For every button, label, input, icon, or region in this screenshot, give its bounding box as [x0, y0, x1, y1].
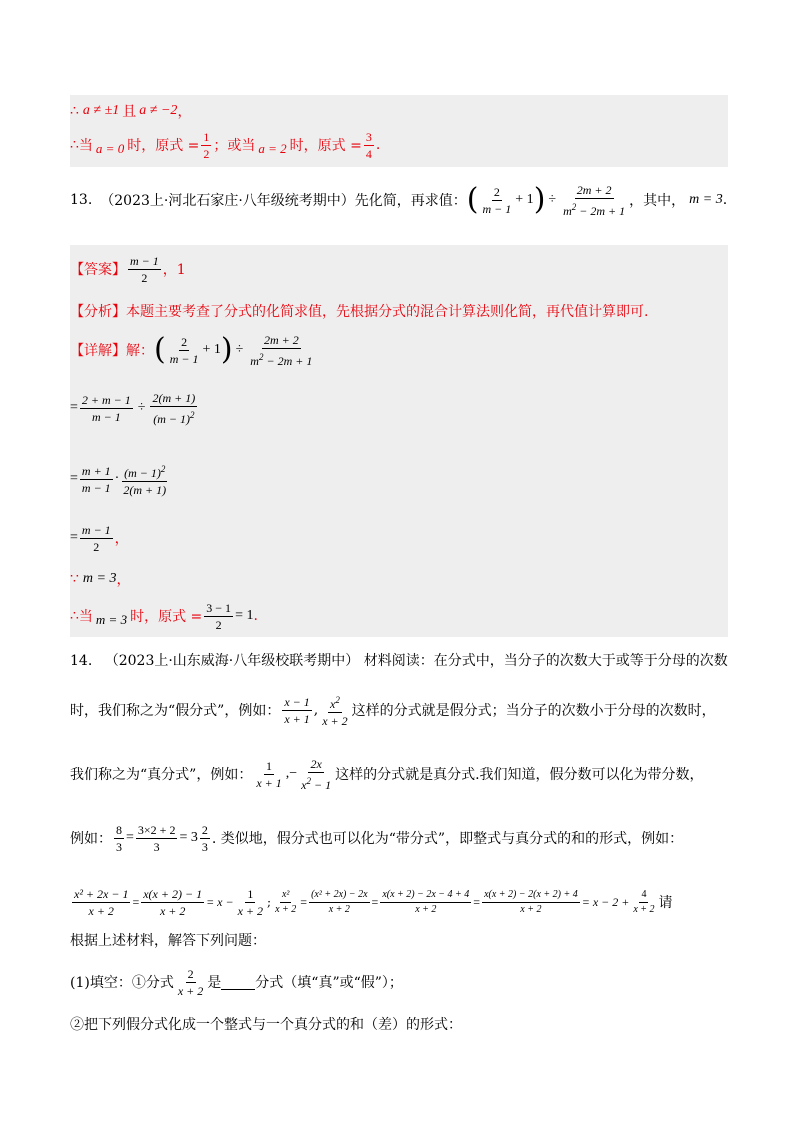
- step-2: = $\frac{m + 1}{m - 1}$ · $\frac{(m - 1)^2}{2(m + 1)}$: [70, 463, 167, 497]
- sub-question-1: (1)填空：①分式 $\frac{2}{x + 2}$ 是 分式（填“真”或“假”）；: [70, 966, 403, 998]
- sub-question-2: ②把下列假分式化成一个整式与一个真分式的和（差）的形式：: [70, 1017, 462, 1033]
- question-14-line-3: 我们称之为“真分式”，例如： $\frac{1}{x + 1}$ ,− $\frac{2x}{x^2 - 1}$ 这样的分式就是真分式.我们知道，假分数可以化为带分数，: [70, 756, 704, 792]
- question-14-line-6: 根据上述材料，解答下列问题：: [70, 933, 266, 949]
- answer-line: 【答案】 $\frac{m - 1}{2}$ ，1: [70, 253, 186, 285]
- final-line: ∴ 当 m = 3 时，原式 = $\frac{3 - 1}{2}$ = 1 .: [70, 600, 258, 632]
- question-14-line-4: 例如： $\frac{8}{3}$ = $\frac{3\times 2 + 2}{3}$ = 3 $\frac{2}{3}$ . 类似地，假分式也可以化为“带分式”，即整式与真分式的和的形式，例如：: [70, 822, 684, 854]
- because-symbol: ∵: [70, 571, 79, 587]
- step-1: = $\frac{2 + m - 1}{m - 1}$ ÷ $\frac{2(m + 1)}{(m - 1)^2}$: [70, 390, 196, 426]
- question-13: 13. （2023上·河北石家庄·八年级统考期中） 先化简，再求值： ( $\frac{2}{m - 1}$ + 1 ) ÷ $\frac{2m + 2}{m^2 - 2m + 1}$ ，其中， m = 3 .: [70, 182, 728, 218]
- question-source: （2023上·山东威海·八年级校联考期中）: [104, 653, 360, 669]
- question-14-line-2: 时，我们称之为“假分式”，例如： $\frac{x - 1}{x + 1}$ , $\frac{x^2}{x + 2}$ 这样的分式就是假分式；当分子的次数小于分母的次数时，: [70, 694, 716, 728]
- prev-result-line: ∴ 当 a = 0 时，原式 = $\frac{1}{2}$ ；或当 a = 2 时，原式 = $\frac{3}{4}$ .: [70, 129, 381, 161]
- analysis-line: 【分析】本题主要考查了分式的化简求值，先根据分式的混合计算法则化简，再代值计算即可.: [70, 304, 649, 320]
- step-3: = $\frac{m - 1}{2}$ ，: [70, 522, 129, 554]
- therefore-symbol: ∴: [70, 103, 79, 119]
- question-number: 14.: [70, 653, 93, 669]
- detail-line: 【详解】解： ( $\frac{2}{m - 1}$ + 1 ) ÷ $\frac{2m + 2}{m^2 - 2m + 1}$: [70, 332, 313, 368]
- prev-condition-line: ∴ a ≠ ±1 且 a ≠ −2 ，: [70, 103, 192, 120]
- answer-tag: 【答案】: [70, 262, 126, 278]
- question-14-line-1: 14. （2023上·山东威海·八年级校联考期中） 材料阅读：在分式中，当分子的次数大于或等于分母的次数: [70, 653, 728, 669]
- fill-in-blank[interactable]: [221, 975, 255, 990]
- fraction: $\frac{3}{4}$: [365, 129, 372, 161]
- question-source: （2023上·河北石家庄·八年级统考期中）: [100, 193, 355, 209]
- question-number: 13.: [70, 192, 93, 208]
- because-line: ∵ m = 3 ，: [70, 571, 131, 588]
- detail-tag: 【详解】解：: [70, 343, 154, 359]
- question-14-line-5: $\frac{\text{x² + 2x − 1}}{x + 2}$ = $\frac{x(x + 2) - 1}{x + 2}$ = x − $\frac{1}{x + 2}$ ; $\frac{\text{x²}}{x + 2}$ = $\frac{\text{(x² + 2x) − 2x}}{x + 2}$ = $\frac{x(x + 2) - 2x - 4 + 4}{x + 2}$ = $\frac{x(x + 2) - 2(x + 2) + 4}{x + 2}$ = x − 2 + $\frac{4}{x + 2}$ 请: [74, 886, 673, 918]
- fraction: $\frac{1}{2}$: [203, 129, 210, 161]
